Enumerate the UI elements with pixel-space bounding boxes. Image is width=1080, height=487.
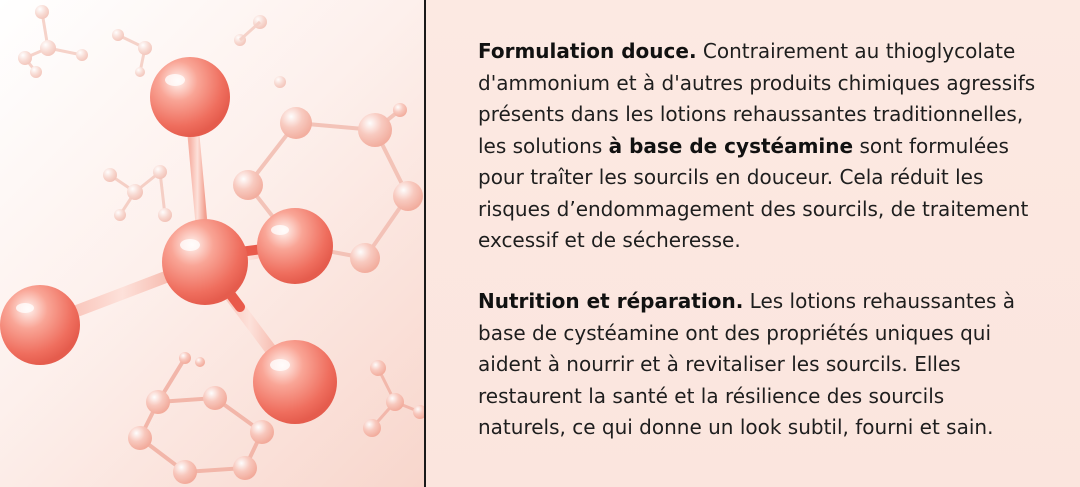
text-panel bbox=[426, 0, 1080, 487]
paragraph-text: Contrairement au thioglycolate d'ammonium et à d'autres produits chimiques agressifs présents dans les lotions rehaussantes traditionnelles, les solutions bbox=[478, 39, 1036, 158]
heading-gentle-formulation: Formulation douce. bbox=[478, 39, 697, 63]
molecule-image bbox=[0, 0, 425, 487]
molecule-illustration bbox=[0, 0, 425, 487]
bold-cysteamine: à base de cystéamine bbox=[608, 133, 854, 158]
paragraph-nutrition-repair bbox=[478, 286, 1038, 444]
paragraph-gentle-formulation bbox=[478, 36, 1038, 257]
heading-nutrition-repair: Nutrition et réparation. bbox=[478, 289, 744, 313]
paragraph-text: Les lotions rehaussantes à base de cystéamine ont des propriétés uniques qui aident à nourrir et à revitaliser les sourcils. Elles restaurent la santé et la résilience des sourcils naturels, ce qui donne un look subtil, fourni et sain. bbox=[478, 289, 1016, 439]
paragraph-text: sont formulées pour traîter les sourcils en douceur. Cela réduit les risques d’endommagement des sourcils, de traitement excessif et de sécheresse. bbox=[478, 133, 1029, 252]
